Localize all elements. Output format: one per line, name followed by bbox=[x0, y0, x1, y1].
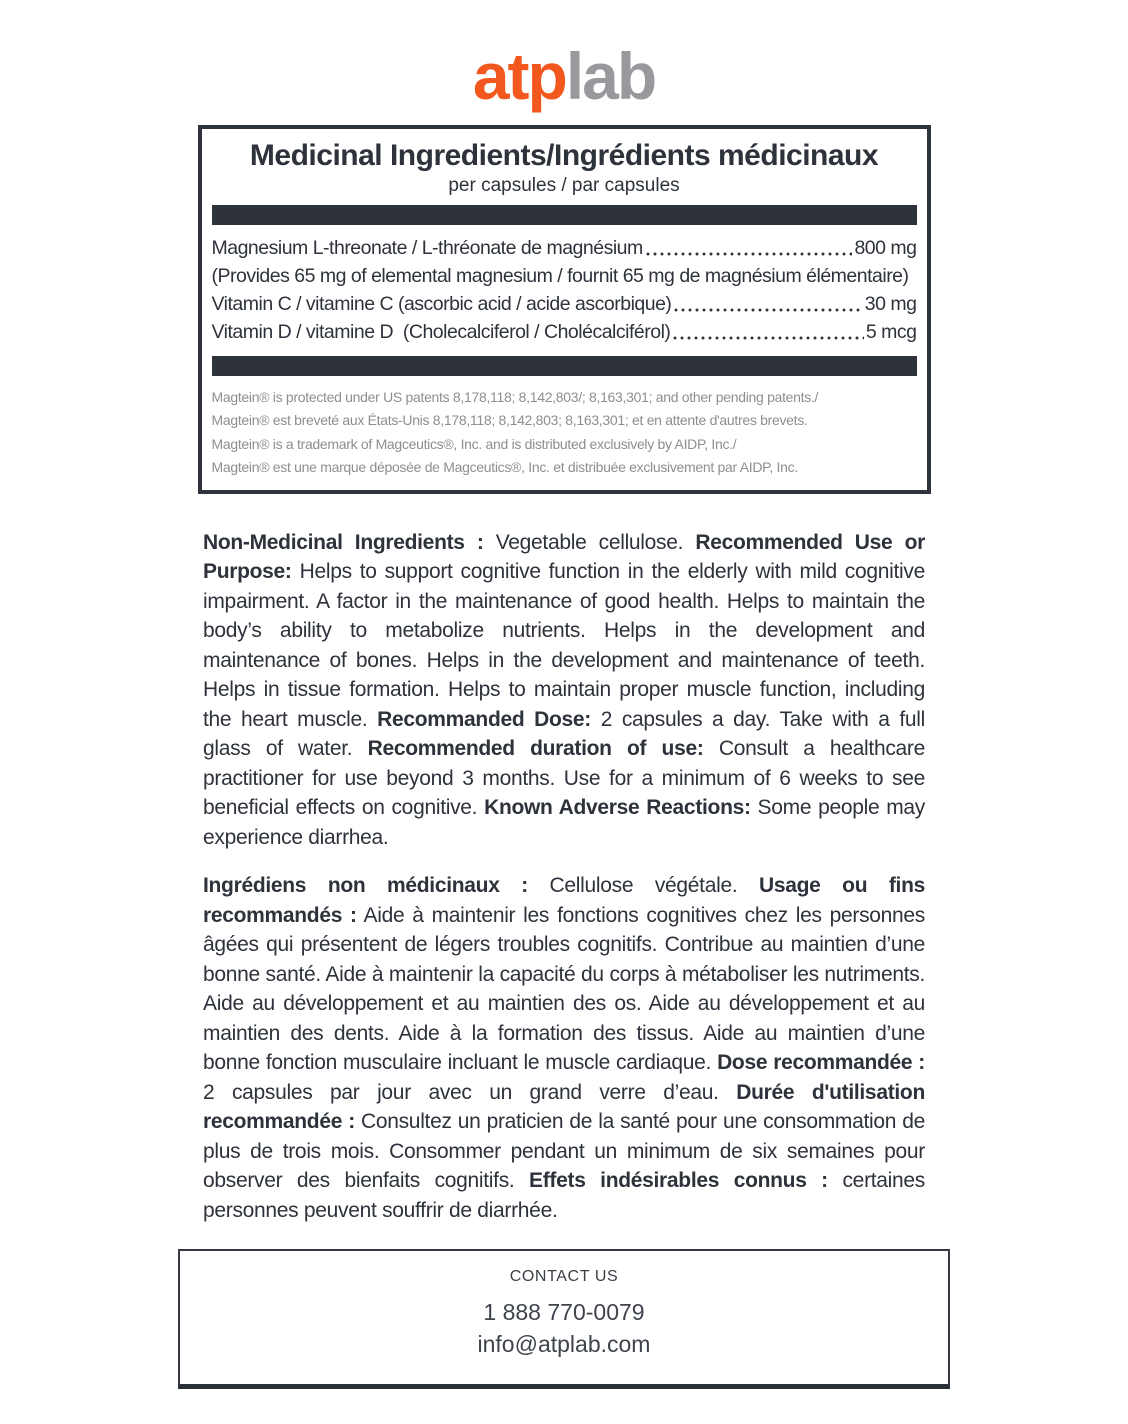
ingredient-amount: 5 mcg bbox=[865, 320, 917, 343]
footnote-line: Magtein® est une marque déposée de Magceutics®, Inc. et distribuée exclusivement par AIDP, Inc. bbox=[211, 459, 798, 476]
english-info-paragraph: Non-Medicinal Ingredients : Vegetable cellulose. Recommended Use or Purpose: Helps to support cognitive function in the elderly with mild cognitive impairment. A factor in the maintenance of good health. Helps to maintain the body’s ability to metabolize nutrients. Helps in the development and maintenance of bones. Helps in the development and maintenance of teeth. Helps in tissue formation. Helps to maintain proper muscle function, including the heart muscle. Recommanded Dose: 2 capsules a day. Take with a full glass of water. Recommended duration of use: Consult a healthcare practitioner for use beyond 3 months. Use for a minimum of 6 weeks to see beneficial effects on cognitive. Known Adverse Reactions: Some people may experience diarrhea. bbox=[203, 530, 926, 849]
dot-leader bbox=[645, 250, 853, 258]
atplab-logo bbox=[0, 39, 1128, 113]
divider-bar-top bbox=[212, 205, 917, 225]
ingredient-name: Magnesium L-threonate / L-thréonate de magnésium bbox=[211, 236, 643, 259]
contact-phone: 1 888 770-0079 bbox=[483, 1299, 645, 1326]
logo-lab-text: lab bbox=[565, 39, 656, 113]
ingredient-row bbox=[212, 290, 917, 318]
panel-subtitle: per capsules / par capsules bbox=[448, 174, 680, 196]
footnote-line: Magtein® is protected under US patents 8,178,118; 8,142,803/; 8,163,301; and other pending patents./ bbox=[211, 388, 819, 405]
dot-leader bbox=[672, 334, 863, 342]
ingredient-list bbox=[212, 234, 917, 346]
patent-footnotes bbox=[212, 386, 917, 480]
contact-heading: CONTACT US bbox=[509, 1268, 619, 1286]
ingredient-row bbox=[212, 262, 917, 290]
dot-leader bbox=[673, 306, 862, 314]
ingredient-name: (Provides 65 mg of elemental magnesium / fournit 65 mg de magnésium élémentaire) bbox=[211, 264, 909, 287]
logo-atp-text: atp bbox=[472, 39, 566, 113]
ingredient-row bbox=[212, 234, 917, 262]
contact-email: info@atplab.com bbox=[477, 1331, 651, 1358]
panel-title: Medicinal Ingredients/Ingrédients médicinaux bbox=[249, 139, 879, 173]
medicinal-ingredients-panel bbox=[198, 125, 931, 494]
contact-box bbox=[178, 1249, 950, 1389]
ingredient-amount: 800 mg bbox=[854, 236, 917, 259]
divider-bar-bottom bbox=[212, 356, 917, 376]
french-info-paragraph: Ingrédiens non médicinaux : Cellulose végétale. Usage ou fins recommandés : Aide à maintenir les fonctions cognitives chez les personnes âgées qui présentent de légers troubles cognitifs. Contribue au maintien d’une bonne santé. Aide à maintenir la capacité du corps à métaboliser les nutriments. Aide au développement et au maintien des os. Aide au développement et au maintien des dents. Aide à la formation des tissus. Aide au maintien d’une bonne fonction musculaire incluant le muscle cardiaque. Dose recommandée : 2 capsules par jour avec un grand verre d’eau. Durée d'utilisation recommandée : Consultez un praticien de la santé pour une consommation de plus de trois mois. Consommer pendant un minimum de six semaines pour observer des bienfaits cognitifs. Effets indésirables connus : certaines personnes peuvent souffrir de diarrhée. bbox=[203, 874, 926, 1222]
ingredient-name: Vitamin C / vitamine C (ascorbic acid / acide ascorbique) bbox=[211, 292, 672, 315]
ingredient-amount: 30 mg bbox=[864, 292, 917, 315]
footnote-line: Magtein® est breveté aux États-Unis 8,178,118; 8,142,803; 8,163,301; et en attente d'autres brevets. bbox=[211, 412, 808, 429]
ingredient-name: Vitamin D / vitamine D (Cholecalciferol / Cholécalciférol) bbox=[211, 320, 671, 343]
ingredient-row bbox=[212, 318, 917, 346]
footnote-line: Magtein® is a trademark of Magceutics®, Inc. and is distributed exclusively by AIDP, Inc./ bbox=[211, 435, 737, 452]
